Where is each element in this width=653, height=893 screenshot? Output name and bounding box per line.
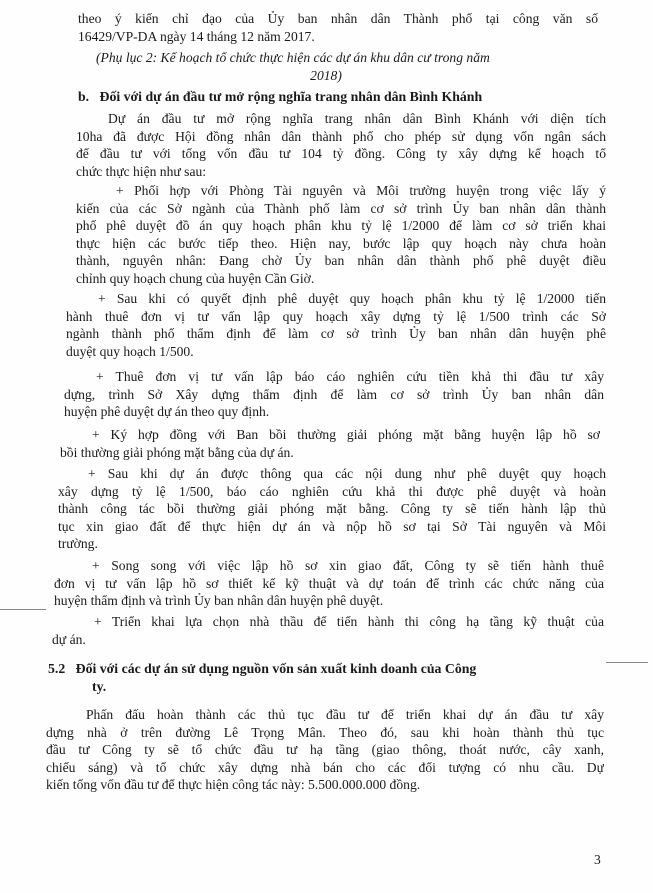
- text-line: + Phối hợp với Phòng Tài nguyên và Môi trường huyện trong việc lấy ý: [116, 183, 606, 198]
- section-52-number: 5.2: [48, 661, 66, 676]
- text-line: thành, nguyên nhân: Đang chờ Ủy ban nhân dân thành phố phê duyệt điều: [76, 253, 606, 268]
- text-line: kiến tổng vốn đầu tư để thực hiện công tác này: 5.500.000.000 đồng.: [46, 777, 421, 792]
- section-b-heading: [78, 88, 548, 106]
- text-line: đầu tư Công ty sẽ tổ chức đầu tư hạ tầng (giao thông, thoát nước, cây xanh,: [46, 742, 604, 757]
- text-line: duyệt quy hoạch 1/500.: [66, 343, 194, 359]
- text-line: tục xin giao đất để thực hiện dự án và nộp hồ sơ tại Sở Tài nguyên và Môi: [58, 518, 606, 534]
- text-line: kiến của các Sở ngành của Thành phố làm cơ sở trình Ủy ban nhân dân thành: [76, 200, 606, 216]
- text-line: + Thuê đơn vị tư vấn lập báo cáo nghiên cứu tiền khả thi đầu tư xây: [96, 369, 604, 384]
- text-line: chức thực hiện như sau:: [76, 163, 207, 179]
- text-line: 2018): [310, 67, 342, 83]
- text-line: để đầu tư với tổng vốn đầu tư 104 tỷ đồng. Công ty xây dựng kế hoạch tổ: [76, 146, 606, 161]
- text-line: + Sau khi có quyết định phê duyệt quy hoạch phân khu tỷ lệ 1/2000 tiến: [98, 291, 606, 306]
- section-b-paragraph: [76, 110, 606, 180]
- page-number: 3: [594, 852, 601, 867]
- text-line: xây dựng tỷ lệ 1/500, báo cáo nghiên cứu khả thi được phê duyệt và hoàn: [58, 483, 606, 499]
- section-b-label: b.: [78, 89, 90, 104]
- text-line: huyện thẩm định và trình Ủy ban nhân dân huyện phê duyệt.: [54, 593, 384, 608]
- step-item: [52, 613, 604, 648]
- text-line: Dự án đầu tư mở rộng nghĩa trang nhân dân Bình Khánh với diện tích: [108, 111, 606, 126]
- section-52-paragraph: [46, 706, 604, 794]
- text-line: ngành thành phố thẩm định để làm cơ sở trình Ủy ban nhân dân huyện phê: [66, 326, 606, 341]
- text-line: trường.: [58, 536, 98, 551]
- text-line: chiếu sáng) và tổ chức xây dựng nhà bán cho các đối tượng có nhu cầu. Dự: [46, 759, 604, 775]
- scan-mark: [0, 609, 46, 610]
- text-line: thực hiện các bước tiếp theo. Hiện nay, bước lập quy hoạch này chưa hoàn: [76, 235, 606, 251]
- text-line: 10ha đã được Hội đồng nhân dân thành phố cho phép sử dụng vốn ngân sách: [76, 128, 606, 144]
- text-line: + Sau khi dự án được thông qua các nội dung như phê duyệt quy hoạch: [88, 466, 606, 481]
- appendix-note: [96, 49, 556, 84]
- text-line: + Triển khai lựa chọn nhà thầu để tiến hành thi công hạ tầng kỹ thuật của: [94, 614, 604, 629]
- section-52-title: Đối với các dự án sử dụng nguồn vốn sản xuất kinh doanh của Công: [75, 661, 477, 676]
- step-item: [64, 368, 604, 421]
- section-52-heading: [48, 660, 608, 695]
- step-item: [58, 465, 606, 553]
- text-line: thành công tác bồi thường giải phóng mặt bằng. Công ty sẽ tiến hành lập thủ: [58, 501, 606, 516]
- section-b-title: Đối với dự án đầu tư mở rộng nghĩa trang nhân dân Bình Khánh: [99, 89, 483, 104]
- text-line: hành thuê đơn vị tư vấn lập quy hoạch xây dựng tỷ lệ 1/500 trình các Sở: [66, 308, 606, 324]
- text-line: phố phê duyệt đồ án quy hoạch phân khu tỷ lệ 1/2000 để làm cơ sở triển khai: [76, 218, 606, 233]
- text-line: 16429/VP-DA ngày 14 tháng 12 năm 2017.: [78, 28, 315, 44]
- text-line: (Phụ lục 2: Kế hoạch tổ chức thực hiện các dự án khu dân cư trong năm: [96, 50, 490, 65]
- text-line: dựng nhà ở trên đường Lê Trọng Mân. Theo đó, sau khi hoàn thành thủ tục: [46, 724, 604, 740]
- section-52-title-cont: ty.: [92, 678, 107, 694]
- step-item: [54, 557, 604, 610]
- step-item: [60, 426, 600, 461]
- text-line: + Song song với việc lập hồ sơ xin giao đất, Công ty sẽ tiến hành thuê: [92, 558, 604, 573]
- text-line: chỉnh quy hoạch chung của huyện Cần Giờ.: [76, 270, 315, 286]
- text-line: Phấn đấu hoàn thành các thủ tục đầu tư để triển khai dự án đầu tư xây: [86, 707, 604, 722]
- text-line: theo ý kiến chỉ đạo của Ủy ban nhân dân Thành phố tại công văn số: [78, 11, 598, 26]
- text-line: dựng, trình Sở Xây dựng thẩm định để làm cơ sở trình Ủy ban nhân dân: [64, 386, 604, 402]
- text-line: dự án.: [52, 631, 86, 647]
- intro-paragraph: [78, 10, 598, 45]
- scan-mark: [606, 662, 648, 663]
- text-line: + Ký hợp đồng với Ban bồi thường giải phóng mặt bằng huyện lập hồ sơ: [92, 427, 600, 442]
- step-item: [76, 182, 606, 287]
- step-item: [66, 290, 606, 360]
- text-line: đơn vị tư vấn lập hồ sơ thiết kế kỹ thuật và dự toán để trình các chức năng của: [54, 575, 604, 591]
- text-line: bồi thường giải phóng mặt bằng của dự án.: [60, 444, 294, 460]
- text-line: huyện phê duyệt dự án theo quy định.: [64, 404, 270, 419]
